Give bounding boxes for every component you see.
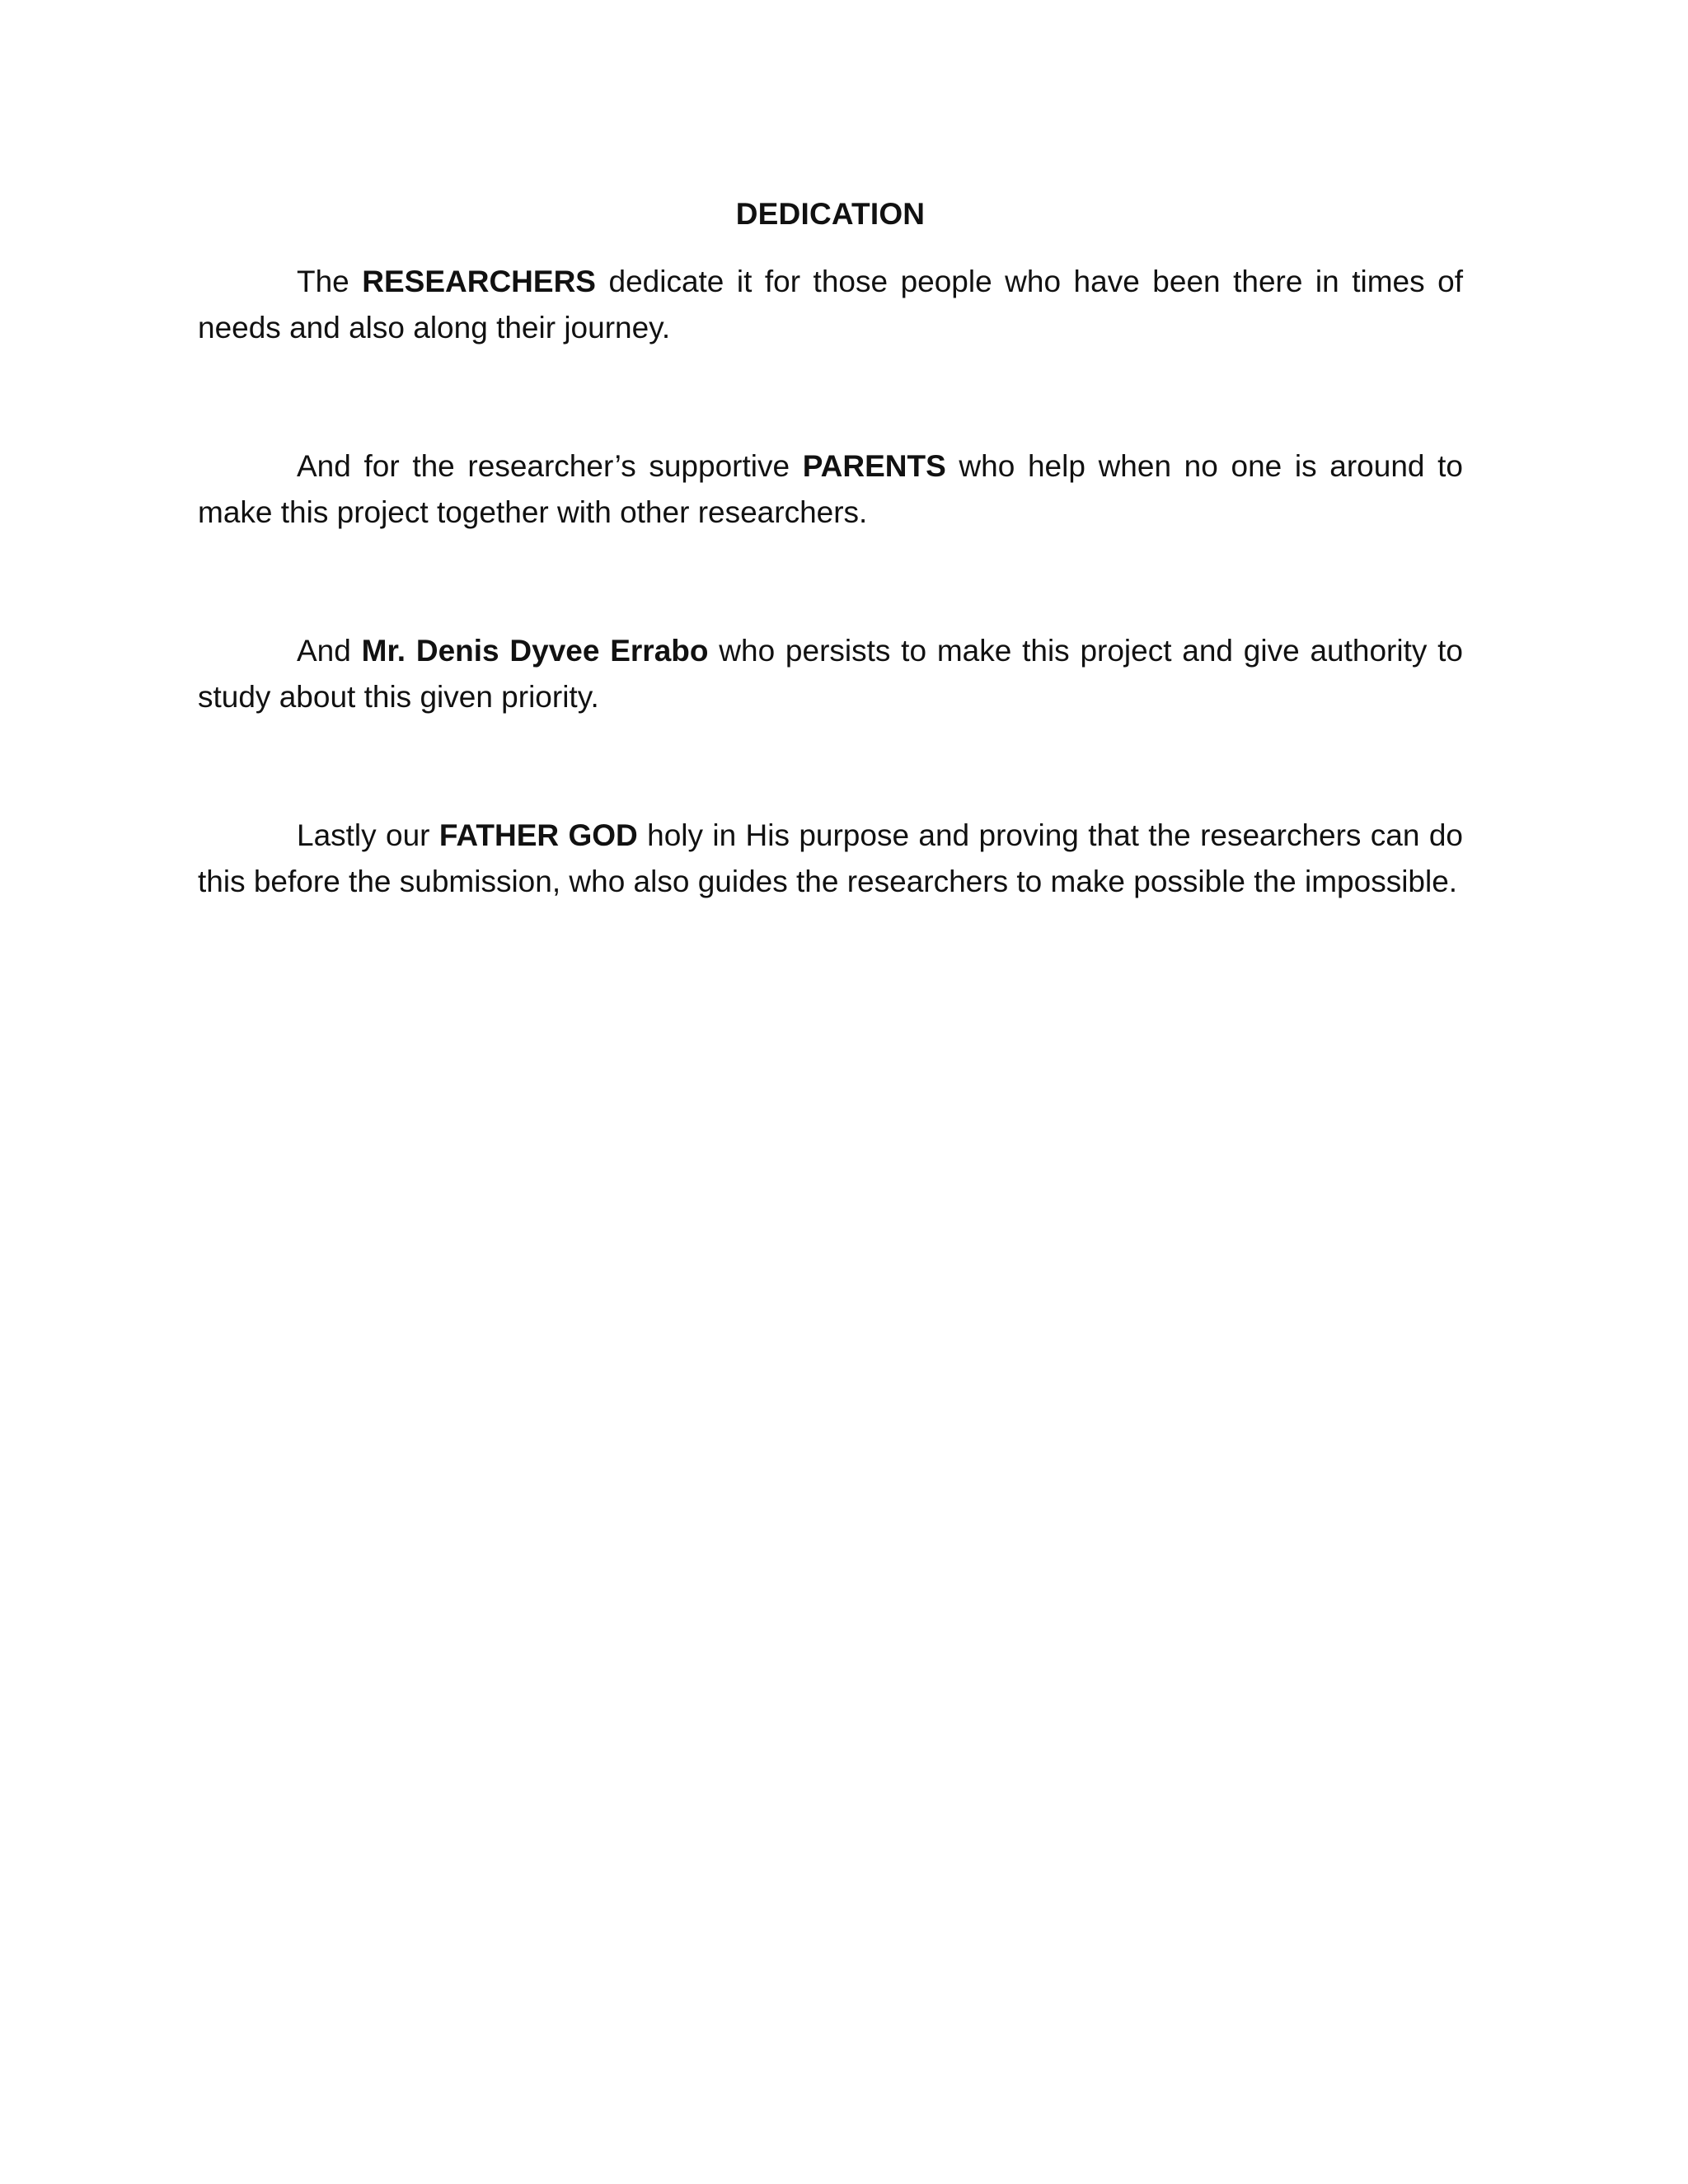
paragraph-text: The [297, 265, 363, 298]
paragraph-emphasis: RESEARCHERS [362, 265, 596, 298]
dedication-paragraph-parents [198, 443, 1463, 536]
paragraph-emphasis: FATHER GOD [438, 818, 638, 852]
paragraph-emphasis: Mr. Denis Dyvee Errabo [361, 634, 709, 668]
paragraph-text: who persists to make this project and give authority to study about this given priority. [198, 634, 1463, 714]
page-content [198, 191, 1463, 997]
paragraph-text: holy in His purpose and proving that the researchers can do this before the submission, who also guides the researchers to make possible the impossible. [198, 818, 1463, 898]
page-title: DEDICATION [735, 197, 926, 231]
dedication-paragraph-adviser [198, 628, 1463, 720]
paragraph-emphasis: PARENTS [802, 449, 946, 483]
paragraph-text: And for the researcher’s supportive [297, 449, 803, 483]
paragraph-text: who help when no one is around to make this project together with other researchers. [198, 449, 1463, 529]
dedication-paragraph-god [198, 813, 1463, 905]
paragraph-text: Lastly our [297, 818, 439, 852]
dedication-paragraph-researchers [198, 259, 1463, 351]
paragraph-text: dedicate it for those people who have been there in times of needs and also along their journey. [198, 265, 1463, 344]
paragraph-text: And [297, 634, 362, 668]
